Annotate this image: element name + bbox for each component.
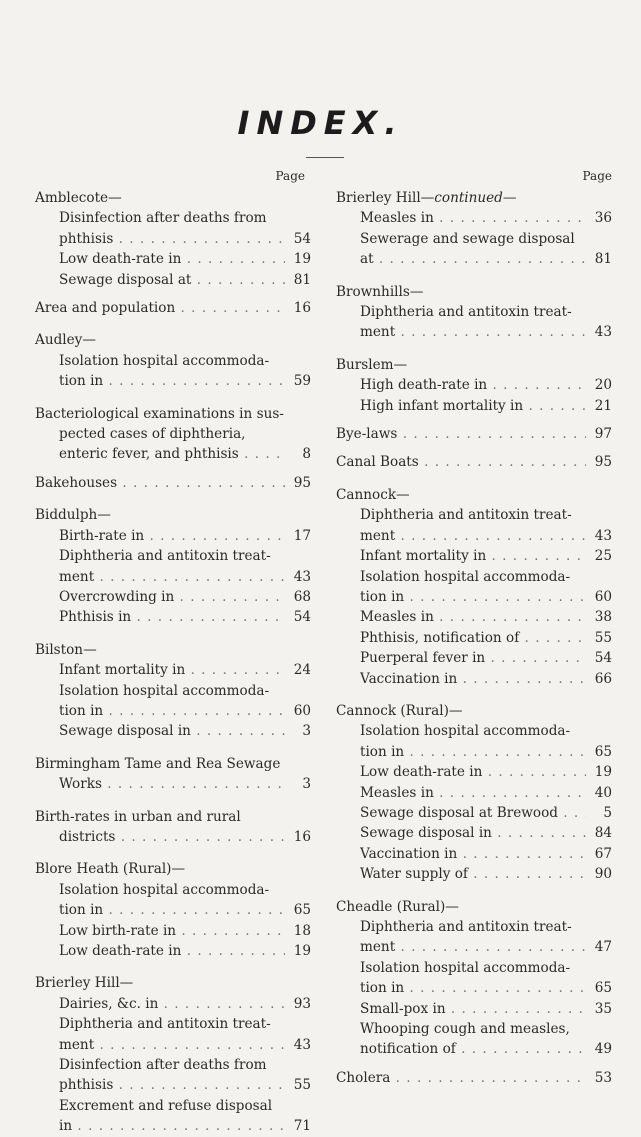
page-number: 47 [594,939,612,956]
entry-text: Small-pox in . . . [360,999,586,1019]
entry-text: in . . . [59,1116,285,1136]
index-heading [35,859,311,879]
entry-text: Works . . . [59,774,285,794]
index-entry [35,1075,311,1095]
index-entry [336,978,612,998]
index-entry [35,473,311,493]
index-heading [35,973,311,993]
entry-line: Whooping cough and measles, [360,1021,570,1038]
entry-text: Area and population . . . [35,298,285,318]
page-column-label: Page [275,169,305,183]
entry-text: tion in . . . [360,742,586,762]
heading-text: Brownhills— [336,283,424,300]
page-number: 55 [293,1077,311,1094]
index-entry [336,648,612,668]
entry-line: Diphtheria and antitoxin treat- [360,507,572,524]
index-entry [35,701,311,721]
entry-text: Overcrowding in . . . [59,587,285,607]
block-gap [336,416,612,424]
heading-continued: continued— [434,190,517,206]
page-number: 18 [293,922,311,939]
entry-text: Vaccination in . . . [360,844,586,864]
entry-text: enteric fever, and phthisis . . . [59,444,285,464]
page-number: 54 [594,650,612,667]
index-entry [336,396,612,416]
entry-line: Sewerage and sewage disposal [360,230,575,247]
block-gap [336,343,612,351]
page-number: 17 [293,527,311,544]
index-heading [35,640,311,660]
page-number: 71 [293,1118,311,1135]
index-entry [336,937,612,957]
page-number: 65 [594,743,612,760]
index-entry [35,921,311,941]
block-gap [336,1060,612,1068]
heading-text: Cannock (Rural)— [336,702,463,719]
entry-text: ment . . . [360,322,586,342]
index-entry [336,669,612,689]
page-number: 43 [594,324,612,341]
entry-line: Isolation hospital accommoda- [360,568,571,585]
index-heading [336,282,612,302]
page-number: 65 [293,902,311,919]
entry-text: phthisis . . . [59,229,285,249]
entry-text: Infant mortality in . . . [59,660,285,680]
entry-line: Diphtheria and antitoxin treat- [360,919,572,935]
page-number: 81 [293,271,311,288]
entry-text: Birth-rate in . . . [59,526,285,546]
entry-text: Low death-rate in . . . [360,762,586,782]
page-number: 16 [293,828,311,845]
index-entry [336,607,612,627]
heading-text: Brierley Hill— [336,190,435,206]
page-number: 93 [293,995,311,1012]
entry-text: Phthisis in . . . [59,607,285,627]
entry-text: Phthisis, notification of . . . [360,628,586,648]
index-entry [336,864,612,884]
index-entry [35,774,311,794]
block-gap [35,847,311,855]
index-entry [35,900,311,920]
entry-text: Cholera . . . [336,1068,586,1088]
index-heading [35,188,311,208]
page-number: 66 [594,670,612,687]
entry-text: ment . . . [59,1035,285,1055]
page-number: 67 [594,845,612,862]
index-entry [336,587,612,607]
entry-line: Disinfection after deaths from [59,210,267,227]
block-gap [336,444,612,452]
heading-text: Blore Heath (Rural)— [35,861,186,878]
index-entry [35,298,311,318]
index-entry [336,844,612,864]
entry-text: High death-rate in . . . [360,375,586,395]
block-gap [35,742,311,750]
page-number: 19 [293,943,311,959]
page-number: 60 [594,588,612,605]
page-number: 53 [594,1069,612,1086]
index-entry [35,1116,311,1136]
entry-text: tion in . . . [360,978,586,998]
entry-line: Diphtheria and antitoxin treat- [59,1016,271,1033]
page-number: 90 [594,866,612,883]
index-entry [35,1035,311,1055]
entry-line: Diphtheria and antitoxin treat- [59,548,271,565]
block-gap [336,473,612,481]
heading-text: Biddulph— [35,507,111,524]
entry-text: tion in . . . [59,701,285,721]
entry-line: Isolation hospital accommoda- [59,352,270,369]
entry-text: Infant mortality in . . . [360,546,586,566]
index-entry [35,721,311,741]
page-number: 36 [594,210,612,227]
block-gap [35,318,311,326]
index-entry [35,660,311,680]
entry-text: Vaccination in . . . [360,669,586,689]
heading-text: Brierley Hill— [35,975,134,992]
page-number: 19 [293,251,311,268]
index-entry [336,1039,612,1059]
title-rule [306,157,344,158]
index-entry [336,803,612,823]
entry-line: Isolation hospital accommoda- [59,881,270,898]
index-entry [336,249,612,269]
entry-line: Disinfection after deaths from [59,1057,267,1074]
block-gap [336,689,612,697]
index-entry [35,827,311,847]
block-gap [336,885,612,893]
entry-text: tion in . . . [59,371,285,391]
page-title: INDEX. [237,104,404,142]
index-entry [336,783,612,803]
index-entry [35,994,311,1014]
page-number: 5 [603,804,612,821]
entry-text: Canal Boats . . . [336,452,586,472]
index-heading [336,701,612,721]
index-heading [336,485,612,505]
page-number: 54 [293,609,311,626]
entry-line: Birmingham Tame and Rea Sewage [35,755,281,772]
entry-text: Measles in . . . [360,208,586,228]
index-entry [336,322,612,342]
entry-text: Low birth-rate in . . . [59,921,285,941]
index-entry [336,999,612,1019]
block-gap [35,628,311,636]
entry-text: Sewage disposal in . . . [59,721,285,741]
heading-text: Burslem— [336,356,408,373]
entry-line: Diphtheria and antitoxin treat- [360,304,572,321]
entry-text: tion in . . . [59,900,285,920]
entry-text: at . . . [360,249,586,269]
entry-text: Sewage disposal at Brewood . . . [360,803,586,823]
index-entry [35,607,311,627]
block-gap [35,795,311,803]
page-number: 3 [302,723,311,740]
entry-text: Water supply of . . . [360,864,586,884]
index-entry [336,208,612,228]
entry-text: Bye-laws . . . [336,424,586,444]
entry-text: Dairies, &c. in . . . [59,994,285,1014]
page-number: 84 [594,825,612,842]
page-number: 8 [302,446,311,463]
page-number: 20 [594,377,612,394]
index-entry [336,546,612,566]
page-number: 25 [594,548,612,565]
entry-text: Puerperal fever in . . . [360,648,586,668]
index-column-left [35,168,311,1137]
entry-text: tion in . . . [360,587,586,607]
entry-text: ment . . . [360,937,586,957]
block-gap [35,290,311,298]
page-number: 95 [293,474,311,491]
page-number: 38 [594,609,612,626]
index-heading [35,330,311,350]
index-entry [336,424,612,444]
page-number: 55 [594,629,612,646]
index-entry [35,444,311,464]
heading-text: Cheadle (Rural)— [336,898,459,915]
page-number: 19 [594,764,612,781]
heading-text: Bilston— [35,641,97,658]
entry-text: Bakehouses . . . [35,473,285,493]
entry-line: Isolation hospital accommoda- [360,723,571,740]
index-entry [35,941,311,961]
page-number: 16 [293,300,311,317]
index-entry [336,526,612,546]
index-entry [336,823,612,843]
index-entry [336,628,612,648]
block-gap [35,392,311,400]
page-number: 24 [293,662,311,679]
index-entry [35,229,311,249]
entry-line: Isolation hospital accommoda- [59,682,270,699]
page-number: 21 [594,397,612,414]
index-heading [336,188,612,208]
entry-text: Low death-rate in . . . [59,941,285,961]
index-entry [336,375,612,395]
page-number: 3 [302,776,311,793]
entry-text: Measles in . . . [360,607,586,627]
entry-line: Isolation hospital accommoda- [360,959,571,976]
entry-line: Birth-rates in urban and rural [35,808,241,825]
page-number: 81 [594,251,612,268]
index-entry [336,452,612,472]
entry-text: districts . . . [59,827,285,847]
index-entry [35,371,311,391]
index-entry [35,526,311,546]
page-number: 49 [594,1041,612,1058]
page-number: 43 [293,568,311,585]
page-number: 40 [594,784,612,801]
index-heading [336,355,612,375]
heading-text: Audley— [35,332,96,349]
page-number: 97 [594,426,612,443]
heading-text: Cannock— [336,486,410,503]
entry-line: Excrement and refuse disposal [59,1097,273,1114]
page-number: 95 [594,454,612,471]
entry-text: High infant mortality in . . . [360,396,586,416]
entry-text: phthisis . . . [59,1075,285,1095]
page-number: 60 [293,702,311,719]
index-entry [336,1068,612,1088]
index-column-right [336,168,612,1088]
page-column-label: Page [582,169,612,183]
index-entry [35,587,311,607]
page-number: 54 [293,230,311,247]
block-gap [35,493,311,501]
entry-text: Low death-rate in . . . [59,249,285,269]
page-number: 43 [293,1036,311,1053]
page-number: 68 [293,588,311,605]
entry-text: Measles in . . . [360,783,586,803]
block-gap [35,465,311,473]
block-gap [336,270,612,278]
entry-text: ment . . . [360,526,586,546]
entry-line: Bacteriological examinations in sus- [35,405,284,422]
page-number: 35 [594,1000,612,1017]
index-entry [35,249,311,269]
entry-text: Sewage disposal at . . . [59,270,285,290]
index-entry [35,270,311,290]
block-gap [35,961,311,969]
entry-text: notification of . . . [360,1039,586,1059]
page-number: 59 [293,373,311,390]
entry-text: Sewage disposal in . . . [360,823,586,843]
page-number: 65 [594,980,612,997]
index-entry [35,567,311,587]
entry-line: pected cases of diphtheria, [59,426,246,443]
index-entry [336,742,612,762]
index-entry [336,762,612,782]
page-number: 43 [594,527,612,544]
index-heading [336,897,612,917]
entry-text: ment . . . [59,567,285,587]
heading-text: Amblecote— [35,190,122,206]
index-heading [35,505,311,525]
